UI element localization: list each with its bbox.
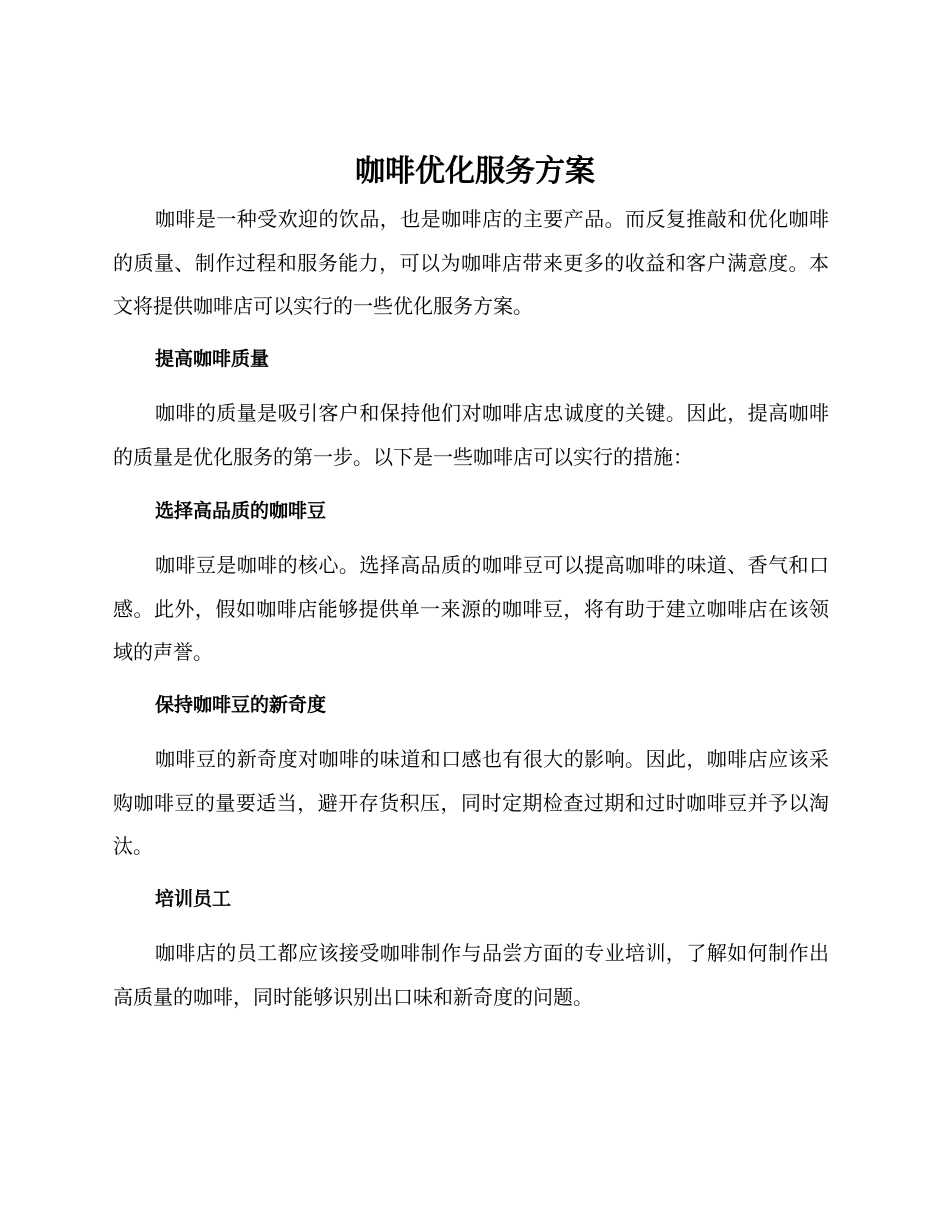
section-body-improve-quality: 咖啡的质量是吸引客户和保持他们对咖啡店忠诚度的关键。因此，提高咖啡的质量是优化服务的第一步。以下是一些咖啡店可以实行的措施： [113,401,829,469]
section-heading-freshness: 保持咖啡豆的新奇度 [155,694,327,716]
section-body-freshness: 咖啡豆的新奇度对咖啡的味道和口感也有很大的影响。因此，咖啡店应该采购咖啡豆的量要适当，避开存货积压，同时定期检查过期和过时咖啡豆并予以淘汰。 [113,747,829,858]
section-heading-training: 培训员工 [155,888,232,910]
section-heading-improve-quality: 提高咖啡质量 [155,348,270,370]
section-body-training: 咖啡店的员工都应该接受咖啡制作与品尝方面的专业培训，了解如何制作出高质量的咖啡，同时能够识别出口味和新奇度的问题。 [113,941,829,1009]
document-title: 咖啡优化服务方案 [355,154,595,189]
section-body-choose-beans: 咖啡豆是咖啡的核心。选择高品质的咖啡豆可以提高咖啡的味道、香气和口感。此外，假如咖啡店能够提供单一来源的咖啡豆，将有助于建立咖啡店在该领域的声誉。 [113,553,829,664]
section-heading-choose-beans: 选择高品质的咖啡豆 [155,500,327,522]
intro-paragraph: 咖啡是一种受欢迎的饮品，也是咖啡店的主要产品。而反复推敲和优化咖啡的质量、制作过程和服务能力，可以为咖啡店带来更多的收益和客户满意度。本文将提供咖啡店可以实行的一些优化服务方案。 [113,207,829,318]
